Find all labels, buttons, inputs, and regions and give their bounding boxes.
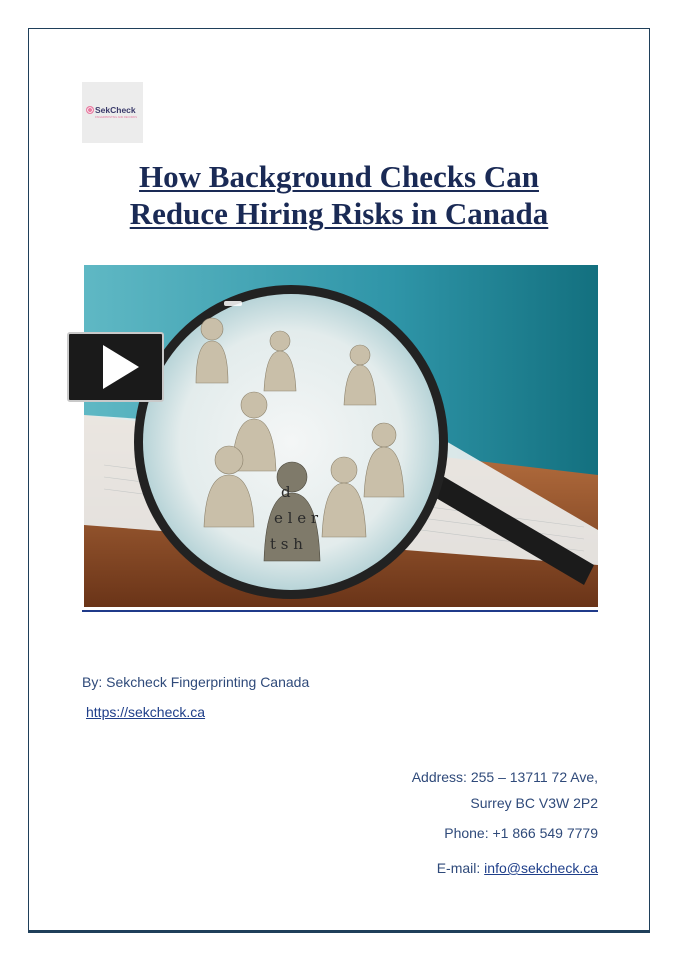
address-line-2: Surrey BC V3W 2P2	[470, 795, 598, 811]
svg-text:SekCheck: SekCheck	[94, 104, 136, 115]
svg-text:e l e r: e l e r	[274, 509, 319, 527]
document-title	[80, 158, 598, 232]
website-link[interactable]: https://sekcheck.ca	[86, 704, 206, 720]
author-byline: By: Sekcheck Fingerprinting Canada	[82, 674, 310, 690]
video-play-button[interactable]	[67, 332, 164, 402]
phone-number: Phone: +1 866 549 7779	[444, 825, 598, 841]
svg-text:FINGERPRINTING AND RECORDS: FINGERPRINTING AND RECORDS	[94, 115, 137, 119]
address-line-1: Address: 255 – 13711 72 Ave,	[411, 769, 598, 785]
title-underline-rule	[82, 610, 598, 612]
sekcheck-logo	[82, 82, 143, 143]
fingerprint-logo-icon	[84, 101, 142, 125]
svg-text:d: d	[281, 483, 291, 501]
email-line	[437, 860, 598, 876]
title-line-2: Reduce Hiring Risks in Canada	[129, 196, 549, 231]
svg-text:t s h: t s h	[270, 535, 303, 553]
email-link[interactable]: info@sekcheck.ca	[484, 860, 598, 876]
email-label: E-mail:	[436, 860, 485, 876]
hero-image	[84, 265, 598, 607]
title-line-1: How Background Checks Can	[139, 159, 539, 194]
play-icon	[103, 345, 139, 389]
